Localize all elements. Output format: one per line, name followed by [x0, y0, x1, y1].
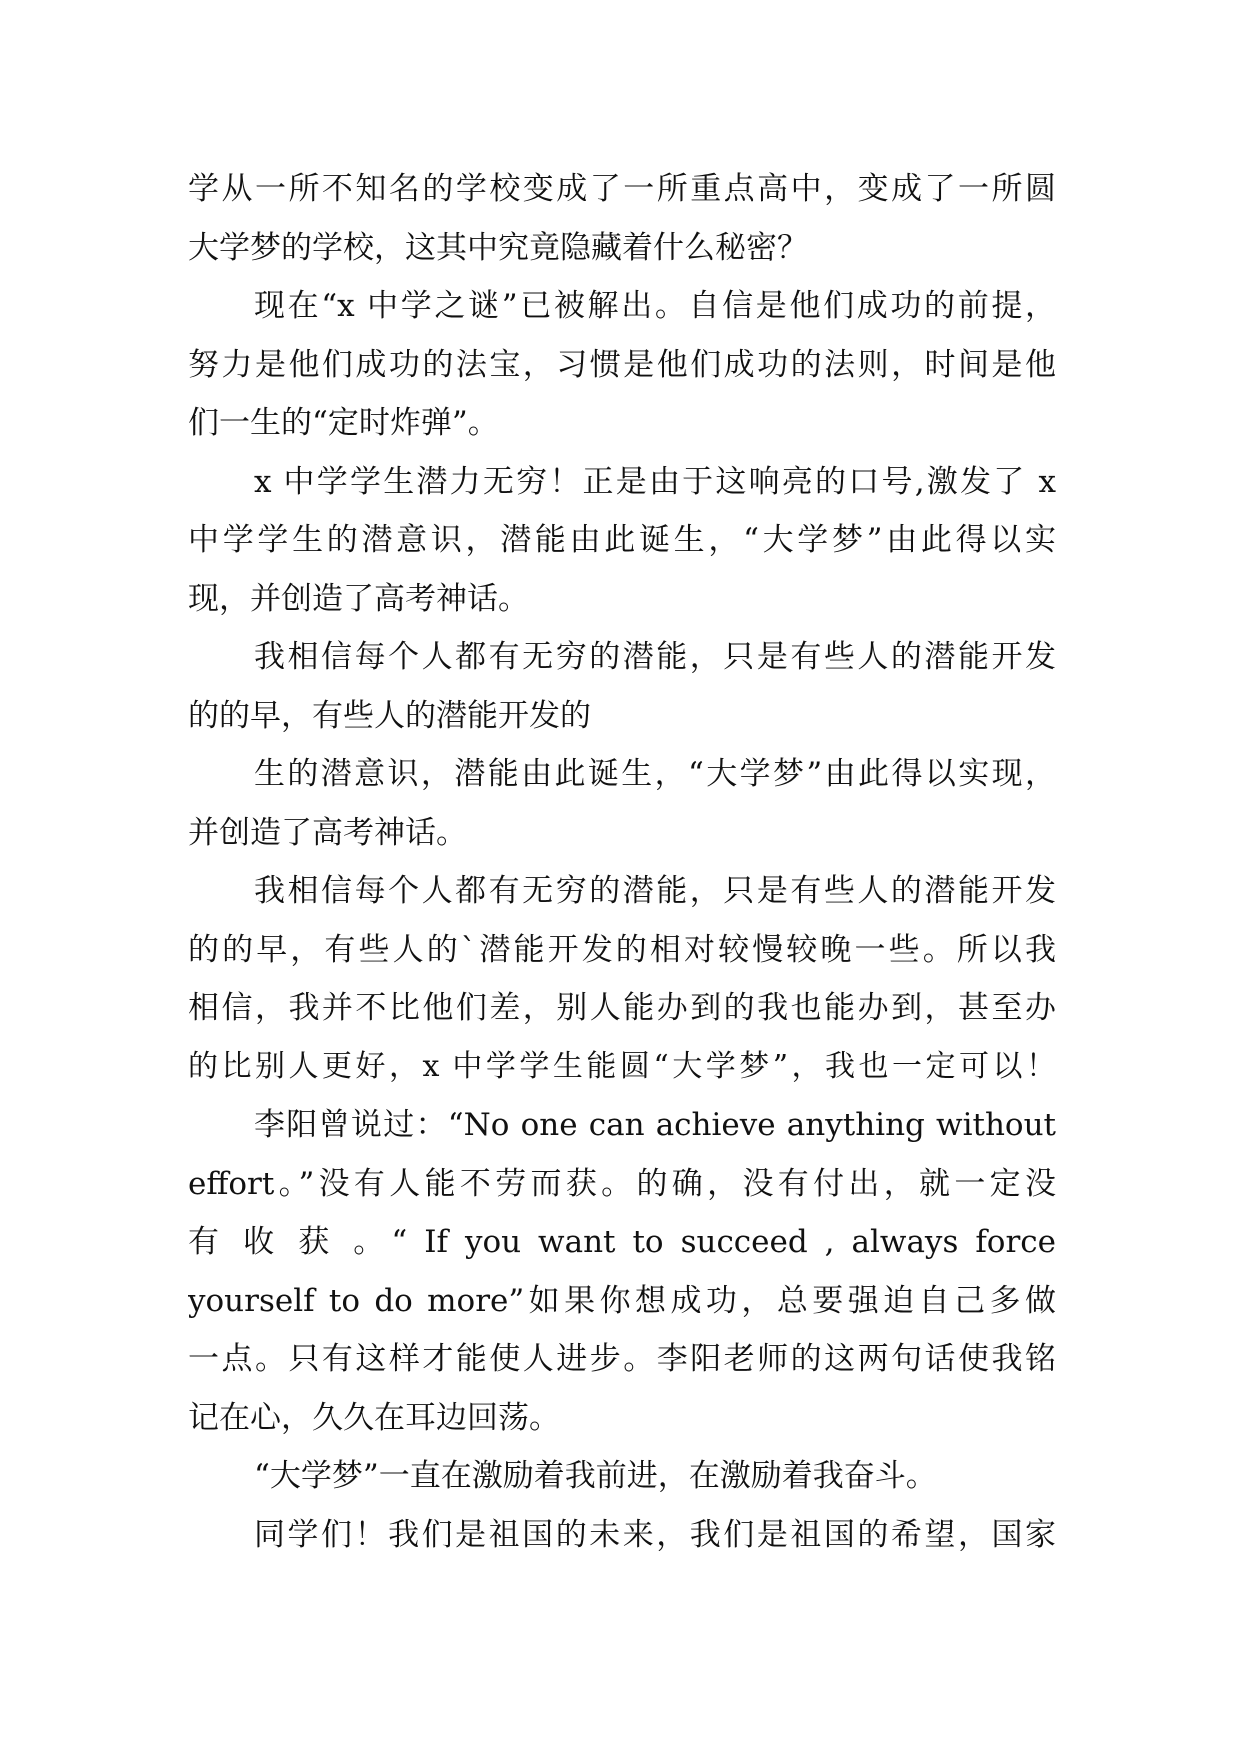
paragraph-start-line: 李阳曾说过：“No one can achieve anything without	[254, 1107, 1056, 1143]
paragraph-start-line: 同学们！我们是祖国的未来，我们是祖国的希望，国家	[254, 1516, 1056, 1553]
text-line: 努力是他们成功的法宝，习惯是他们成功的法则，时间是他	[188, 346, 1056, 383]
text-line: 一点。只有这样才能使人进步。李阳老师的这两句话使我铭	[188, 1341, 1056, 1377]
paragraph-start-line: 生的潜意识，潜能由此诞生，“大学梦”由此得以实现，	[254, 756, 1056, 792]
text-line: 中学学生的潜意识，潜能由此诞生，“大学梦”由此得以实	[188, 522, 1056, 558]
paragraph-start-line: “大学梦”一直在激励着我前进，在激励着我奋斗。	[254, 1458, 937, 1494]
paragraph-start-line: 我相信每个人都有无穷的潜能，只是有些人的潜能开发	[254, 639, 1056, 675]
paragraph-start-line: x 中学学生潜力无穷！正是由于这响亮的口号,激发了 x	[254, 463, 1056, 500]
text-line: 大学梦的学校，这其中究竟隐藏着什么秘密？	[188, 229, 808, 266]
text-line: effort。”没有人能不劳而获。的确，没有付出，就一定没	[188, 1165, 1056, 1202]
text-line: 记在心，久久在耳边回荡。	[188, 1399, 560, 1436]
text-line: 的比别人更好，x 中学学生能圆“大学梦”，我也一定可以！	[188, 1048, 1056, 1084]
text-line: 相信，我并不比他们差，别人能办到的我也能办到，甚至办	[188, 990, 1056, 1026]
text-line: 们一生的“定时炸弹”。	[188, 405, 499, 441]
paragraph-start-line: 现在“x 中学之谜”已被解出。自信是他们成功的前提，	[254, 288, 1056, 324]
text-line: 的的早，有些人的`潜能开发的相对较慢较晚一些。所以我	[188, 931, 1056, 968]
text-line: 学从一所不知名的学校变成了一所重点高中，变成了一所圆	[188, 171, 1056, 207]
text-line: 的的早，有些人的潜能开发的	[188, 697, 591, 734]
paragraph-start-line: 我相信每个人都有无穷的潜能，只是有些人的潜能开发	[254, 873, 1056, 909]
text-line: 现，并创造了高考神话。	[188, 580, 529, 617]
document-body	[188, 160, 1056, 1564]
text-line: 有 收 获 。“ If you want to succeed , always force	[188, 1224, 1056, 1260]
text-line: yourself to do more”如果你想成功，总要强迫自己多做	[188, 1282, 1056, 1319]
text-line: 并创造了高考神话。	[188, 814, 467, 851]
